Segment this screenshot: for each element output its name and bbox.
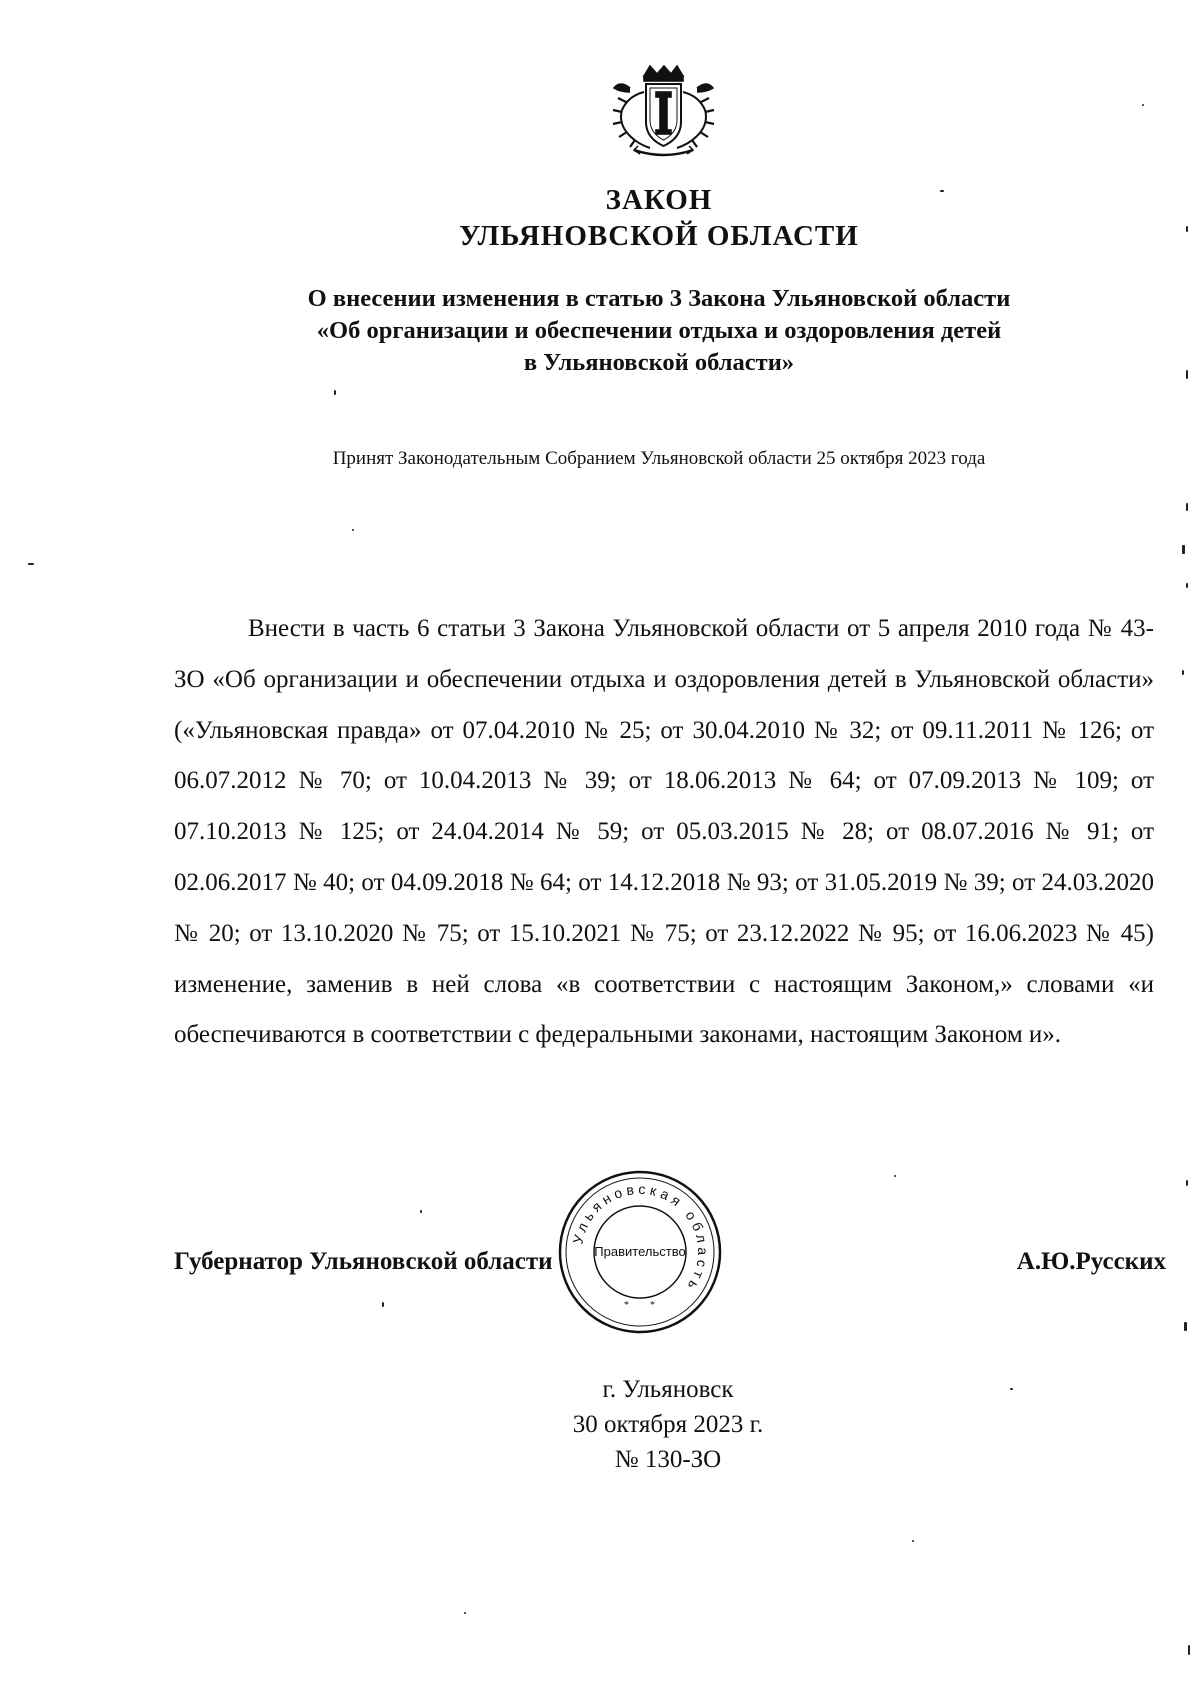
scan-speck xyxy=(1186,370,1188,379)
scan-speck xyxy=(1188,1645,1190,1655)
svg-text:*: * xyxy=(624,1300,629,1311)
place-of-signing: г. Ульяновск xyxy=(602,1376,734,1403)
signatory-name: А.Ю.Русских xyxy=(1016,1248,1166,1275)
scan-speck xyxy=(28,563,34,565)
body-paragraph: Внести в часть 6 статьи 3 Закона Ульяновской области от 5 апреля 2010 года № 43-ЗО «Об организации и обеспечении отдыха и оздоровления детей в Ульяновской области» («Ульяновская правда» от 07.04.2010 № 25; от 30.04.2010 № 32; от 09.11.2011 № 126; от 06.07.2012 № 70; от 10.04.2013 № 39; от 18.06.2013 № 64; от 07.09.2013 № 109; от 07.10.2013 № 125; от 24.04.2014 № 59; от 05.03.2015 № 28; от 08.07.2016 № 91; от 02.06.2017 № 40; от 04.09.2018 № 64; от 14.12.2018 № 93; от 31.05.2019 № 39; от 24.03.2020 № 20; от 13.10.2020 № 75; от 15.10.2021 № 75; от 23.12.2022 № 95; от 16.06.2023 № 45) изменение, заменив в ней слова «в соответствии с настоящим Законом,» словами «и обеспечиваются в соответствии с федеральными законами, настоящим Законом и». xyxy=(174,615,1154,1049)
signing-date: 30 октября 2023 г. xyxy=(572,1411,764,1438)
scan-speck xyxy=(894,1175,896,1177)
scan-speck xyxy=(334,390,336,395)
svg-text:*: * xyxy=(650,1300,655,1311)
title-line-1: О внесении изменения в статью 3 Закона Ульяновской области xyxy=(307,285,1011,312)
seal-ring-text: Ульяновская область xyxy=(569,1180,712,1297)
scan-speck xyxy=(1186,226,1188,232)
scan-speck xyxy=(1142,104,1144,106)
document-type-heading xyxy=(0,182,1200,254)
scan-speck xyxy=(1010,1388,1013,1390)
law-number: № 130-ЗО xyxy=(614,1446,722,1473)
official-seal-icon xyxy=(556,1168,724,1336)
signatory-position: Губернатор Ульяновской области xyxy=(174,1248,553,1275)
title-line-3: в Ульяновской области» xyxy=(523,349,795,376)
scan-speck xyxy=(1186,1180,1188,1186)
scan-speck xyxy=(1186,503,1188,511)
scan-speck xyxy=(1186,583,1188,588)
scan-speck xyxy=(1182,545,1185,554)
adoption-note: Принят Законодательным Собранием Ульяновской области 25 октября 2023 года xyxy=(332,448,986,469)
place-date-block xyxy=(0,1372,1200,1477)
scan-speck xyxy=(912,1540,914,1542)
scan-speck xyxy=(382,1302,384,1307)
doc-type-line-1: ЗАКОН xyxy=(605,184,713,216)
scan-speck xyxy=(1182,670,1184,675)
doc-type-line-2: УЛЬЯНОВСКОЙ ОБЛАСТИ xyxy=(459,220,859,252)
scan-speck xyxy=(1184,1322,1187,1331)
scan-speck xyxy=(940,190,944,192)
svg-text:Ульяновская область xyxy=(569,1181,711,1296)
coat-of-arms-icon xyxy=(600,62,715,162)
scan-speck xyxy=(352,529,354,531)
scan-speck xyxy=(420,1210,422,1213)
title-line-2: «Об организации и обеспечении отдыха и оздоровления детей xyxy=(316,317,1002,344)
scan-speck xyxy=(464,1612,466,1614)
seal-center-text: Правительство xyxy=(594,1244,686,1259)
law-title xyxy=(0,283,1200,379)
